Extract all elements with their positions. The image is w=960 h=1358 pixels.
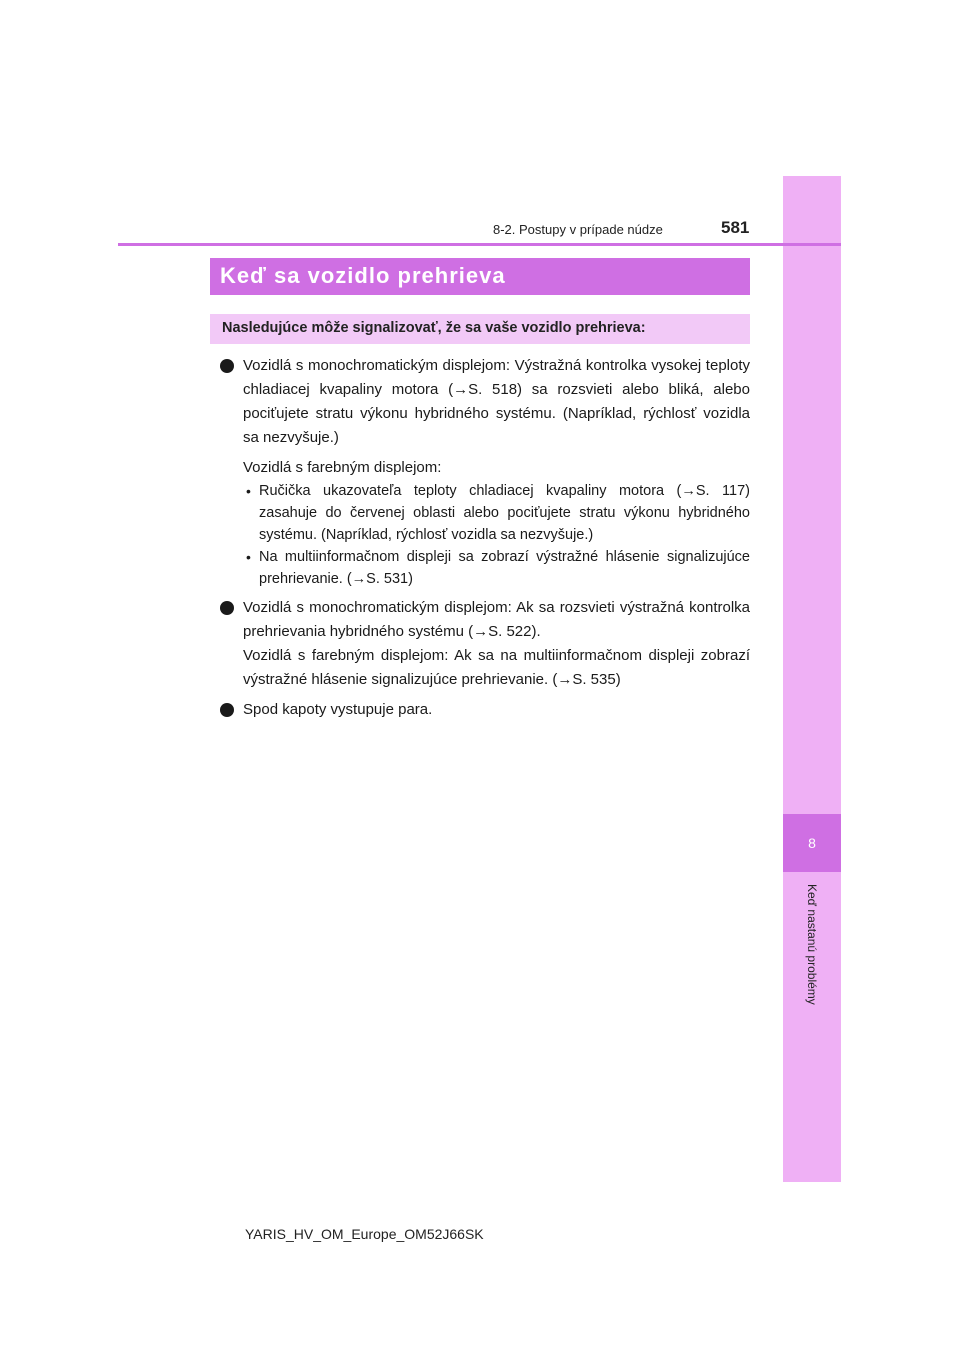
list-item-text: Vozidlá s monochromatickým displejom: Výstražná kontrolka vysokej teploty chladiacej kvapaliny motora (→S. 518) sa rozsvieti alebo bliká, alebo pociťujete stratu výkonu hybridného systému. (Napríklad, rýchlosť vozidla sa nezvyšuje.): [243, 357, 750, 446]
page-title: Keď sa vozidlo prehrieva: [220, 263, 506, 288]
list-item-text: Vozidlá s monochromatickým displejom: Ak sa rozsvieti výstražná kontrolka prehrievania hybridného systému (→S. 522).: [243, 599, 750, 640]
list-item: [220, 596, 750, 692]
sub-list-item: [220, 480, 750, 546]
list-item: [220, 698, 750, 722]
page-number: 581: [721, 218, 750, 237]
sub-list-item-text: Na multiinformačnom displeji sa zobrazí výstražné hlásenie signalizujúce prehrievanie. (→S. 531): [259, 549, 750, 587]
chapter-number-tab: [783, 814, 841, 872]
list-item-text: Spod kapoty vystupuje para.: [243, 701, 433, 718]
list-item-intro: Vozidlá s farebným displejom:: [243, 459, 442, 476]
bullet-icon: [220, 359, 234, 373]
title-bar: [210, 258, 750, 295]
list-item-text: Vozidlá s farebným displejom: Ak sa na multiinformačnom displeji zobrazí výstražné hlásenie signalizujúce prehrievanie. (→S. 535): [243, 647, 750, 688]
list-item: [220, 354, 750, 450]
sub-list-item: [220, 546, 750, 590]
chapter-number: 8: [808, 835, 816, 851]
chapter-label: Keď nastanú problémy: [805, 884, 819, 1005]
subheader-text: Nasledujúce môže signalizovať, že sa vaše vozidlo prehrieva:: [222, 320, 646, 336]
content: [220, 354, 750, 728]
footer-code: YARIS_HV_OM_Europe_OM52J66SK: [245, 1226, 484, 1242]
side-tab-upper: [783, 176, 841, 814]
bullet-icon: [220, 601, 234, 615]
subheader-bar: [210, 314, 750, 344]
sub-bullet-icon: •: [246, 549, 251, 565]
header-rule: [118, 243, 841, 246]
sub-bullet-icon: •: [246, 483, 251, 499]
section-path: 8-2. Postupy v prípade núdze: [493, 222, 663, 237]
sub-list-item-text: Ručička ukazovateľa teploty chladiacej kvapaliny motora (→S. 117) zasahuje do červenej oblasti alebo pociťujete stratu výkonu hybridného systému. (Napríklad, rýchlosť vozidla sa nezvyšuje.): [259, 483, 750, 543]
bullet-icon: [220, 703, 234, 717]
